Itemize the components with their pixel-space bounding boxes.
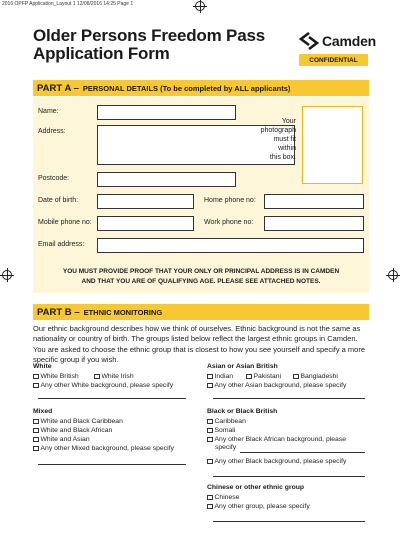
- registration-mark-icon: [195, 1, 205, 11]
- checkbox-icon[interactable]: [94, 374, 100, 380]
- email-field[interactable]: [97, 238, 364, 253]
- checkbox-asian-other[interactable]: [207, 381, 346, 390]
- checkbox-caribbean[interactable]: [207, 417, 246, 426]
- work-phone-field[interactable]: [264, 216, 364, 231]
- option-label: Any other Mixed background, please specify: [40, 445, 174, 452]
- dob-field[interactable]: [97, 194, 194, 209]
- specify-line-mixed[interactable]: [38, 464, 186, 465]
- group-title-black: Black or Black British: [207, 408, 278, 415]
- checkbox-icon[interactable]: [33, 437, 39, 443]
- logo-text: Camden: [322, 33, 377, 49]
- checkbox-white-british[interactable]: [33, 372, 79, 381]
- option-label: White British: [40, 373, 79, 380]
- checkbox-white-asian[interactable]: [33, 435, 90, 444]
- email-label: Email address:: [38, 241, 85, 248]
- address-label: Address:: [38, 128, 66, 135]
- specify-line-black[interactable]: [213, 476, 365, 477]
- checkbox-icon[interactable]: [207, 504, 213, 510]
- checkbox-indian[interactable]: [207, 372, 233, 381]
- proof-line: AND THAT YOU ARE OF QUALIFYING AGE. PLEASE SEE ATTACHED NOTES.: [81, 278, 321, 285]
- part-a-label: PART A –: [37, 82, 79, 94]
- name-label: Name:: [38, 108, 59, 115]
- part-b-label: PART B –: [37, 306, 80, 318]
- checkbox-somali[interactable]: [207, 426, 235, 435]
- checkbox-icon[interactable]: [207, 383, 213, 389]
- group-title-chinese: Chinese or other ethnic group: [207, 484, 305, 491]
- form-title: [33, 27, 265, 63]
- option-label: White and Black Caribbean: [40, 418, 123, 425]
- camden-logo-icon: [299, 32, 319, 50]
- photo-note-line: must fit: [273, 136, 296, 143]
- postcode-label: Postcode:: [38, 175, 70, 182]
- form-title-line2: Application Form: [33, 44, 170, 63]
- option-label: Any other Asian background, please specify: [214, 382, 347, 389]
- option-label: Indian: [214, 373, 234, 380]
- specify-line-white[interactable]: [38, 398, 186, 399]
- proof-line: YOU MUST PROVIDE PROOF THAT YOUR ONLY OR PRINCIPAL ADDRESS IS IN CAMDEN: [62, 268, 340, 275]
- specify-line-other-group[interactable]: [213, 521, 365, 522]
- form-title-line1: Older Persons Freedom Pass: [33, 26, 265, 45]
- group-title-asian: Asian or Asian British: [207, 363, 278, 370]
- group-title-mixed: Mixed: [33, 408, 53, 415]
- option-label: Any other White background, please specify: [40, 382, 174, 389]
- proof-notice: [38, 267, 364, 287]
- checkbox-icon[interactable]: [33, 374, 39, 380]
- checkbox-icon[interactable]: [207, 495, 213, 501]
- part-b-heading: ETHNIC MONITORING: [83, 307, 163, 317]
- part-a-header: [33, 80, 369, 96]
- ethnic-intro-text: Our ethnic background describes how we think of ourselves. Ethnic background is not the same as nationality or country of birth. The groups listed below reflect the largest ethnic groups in Camden. You are asked to choose the ethnic group that is closest to how you see yourself and specify a more specific group if you wish.: [33, 324, 366, 365]
- checkbox-icon[interactable]: [33, 419, 39, 425]
- checkbox-pakistani[interactable]: [246, 372, 281, 381]
- registration-mark-icon: [388, 270, 398, 280]
- home-phone-field[interactable]: [264, 194, 364, 209]
- postcode-field[interactable]: [97, 172, 236, 187]
- checkbox-icon[interactable]: [207, 419, 213, 425]
- option-label: White and Black African: [40, 427, 113, 434]
- home-phone-label: Home phone no:: [204, 197, 256, 204]
- part-a-heading: PERSONAL DETAILS (To be completed by ALL applicants): [82, 83, 291, 93]
- checkbox-icon[interactable]: [207, 428, 213, 434]
- option-label: Caribbean: [214, 418, 246, 425]
- checkbox-white-other[interactable]: [33, 381, 173, 390]
- checkbox-mixed-other[interactable]: [33, 444, 174, 453]
- option-label: Chinese: [214, 494, 240, 501]
- checkbox-icon[interactable]: [33, 446, 39, 452]
- mobile-phone-field[interactable]: [97, 216, 194, 231]
- checkbox-icon[interactable]: [246, 374, 252, 380]
- photo-note-line: within: [278, 145, 296, 152]
- photo-note: [250, 117, 296, 162]
- checkbox-chinese[interactable]: [207, 493, 239, 502]
- checkbox-icon[interactable]: [293, 374, 299, 380]
- checkbox-black-other[interactable]: [207, 457, 346, 466]
- checkbox-white-black-african[interactable]: [33, 426, 112, 435]
- checkbox-white-black-caribbean[interactable]: [33, 417, 123, 426]
- checkbox-icon[interactable]: [207, 437, 213, 443]
- photo-note-line: this box.: [269, 154, 296, 161]
- option-label: Pakistani: [253, 373, 282, 380]
- checkbox-icon[interactable]: [207, 459, 213, 465]
- photo-note-line: Your: [281, 118, 296, 125]
- option-label: White Irish: [101, 373, 134, 380]
- option-label: Bangladeshi: [300, 373, 338, 380]
- option-label: Somali: [214, 427, 236, 434]
- checkbox-black-african-other[interactable]: [207, 435, 346, 444]
- confidential-badge: CONFIDENTIAL: [299, 54, 368, 66]
- dob-label: Date of birth:: [38, 197, 79, 204]
- option-label: Any other Black background, please specify: [214, 458, 347, 465]
- checkbox-icon[interactable]: [33, 383, 39, 389]
- name-field[interactable]: [97, 105, 236, 120]
- checkbox-icon[interactable]: [207, 374, 213, 380]
- checkbox-icon[interactable]: [33, 428, 39, 434]
- print-slug: 2016 OPFP Application_Layout 1 12/08/2016 14:25 Page 1: [2, 1, 134, 7]
- option-label: Any other Black African background, please: [214, 436, 346, 443]
- option-label: White and Asian: [40, 436, 90, 443]
- specify-line-black-african[interactable]: [240, 452, 365, 453]
- option-label-continued: specify: [215, 444, 237, 451]
- registration-mark-icon: [2, 270, 12, 280]
- checkbox-other-group[interactable]: [207, 502, 310, 511]
- checkbox-white-irish[interactable]: [94, 372, 134, 381]
- photograph-box[interactable]: [302, 106, 363, 184]
- checkbox-bangladeshi[interactable]: [293, 372, 338, 381]
- option-label: Any other group, please specify: [214, 503, 310, 510]
- photo-note-line: photograph: [260, 127, 296, 134]
- mobile-phone-label: Mobile phone no:: [38, 219, 92, 226]
- group-title-white: White: [33, 363, 52, 370]
- specify-line-asian[interactable]: [213, 398, 365, 399]
- work-phone-label: Work phone no:: [204, 219, 254, 226]
- camden-logo: [299, 32, 376, 50]
- part-b-header: [33, 304, 369, 320]
